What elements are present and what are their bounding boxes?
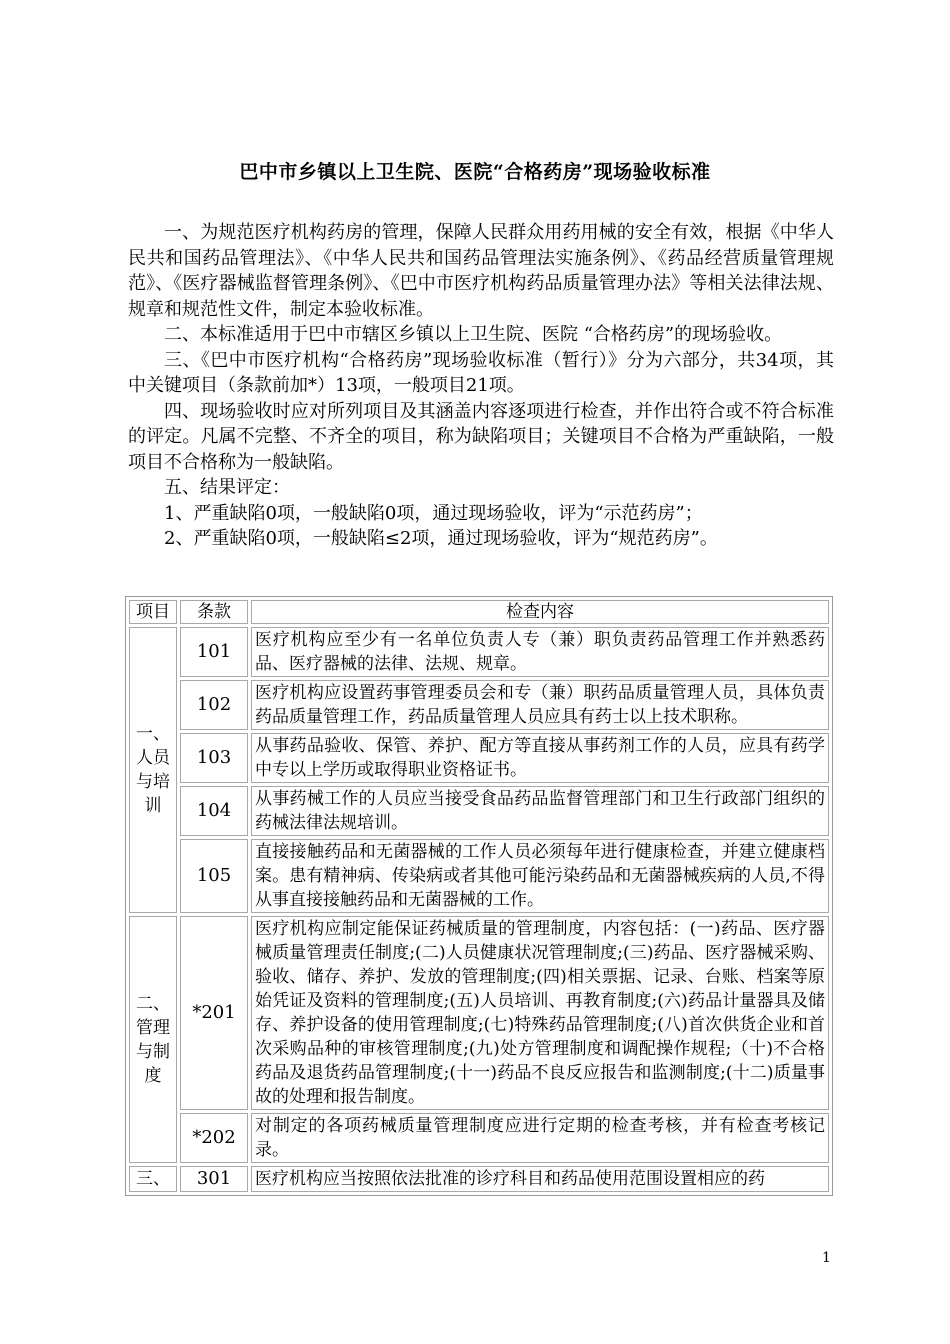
clause-code: 102 [180, 680, 248, 730]
clause-code: 104 [180, 786, 248, 836]
intro-paragraph-3: 三、《巴中市医疗机构“合格药房”现场验收标准（暂行）》分为六部分，共34项，其中关键项目（条款前加*）13项，一般项目21项。 [128, 349, 834, 396]
intro-paragraph-4: 四、现场验收时应对所列项目及其涵盖内容逐项进行检查，并作出符合或不符合标准的评定。凡属不完整、不齐全的项目，称为缺陷项目；关键项目不合格为严重缺陷，一般项目不合格称为一般缺陷。 [128, 400, 834, 473]
clause-code: *201 [180, 916, 248, 1110]
table-row [129, 1166, 829, 1192]
table-header-row [129, 600, 829, 624]
clause-content: 直接接触药品和无菌器械的工作人员必须每年进行健康检查，并建立健康档案。患有精神病、传染病或者其他可能污染药品和无菌器械疾病的人员,不得从事直接接触药品和无菌器械的工作。 [251, 839, 829, 913]
section-label-line: 人员 [136, 748, 170, 768]
intro-paragraph-1: 一、为规范医疗机构药房的管理，保障人民群众用药用械的安全有效，根据《中华人民共和国药品管理法》、《中华人民共和国药品管理法实施条例》、《药品经营质量管理规范》、《医疗器械监督管理条例》、《巴中市医疗机构药品质量管理办法》等相关法律法规、规章和规范性文件，制定本验收标准。 [128, 222, 834, 320]
header-content: 检查内容 [251, 600, 829, 624]
section-label-line: 三、 [136, 1169, 170, 1189]
clause-content: 医疗机构应至少有一名单位负责人专（兼）职负责药品管理工作并熟悉药品、医疗器械的法律、法规、规章。 [251, 627, 829, 677]
table-row [129, 733, 829, 783]
section-label-line: 度 [144, 1065, 162, 1086]
clause-code: 103 [180, 733, 248, 783]
section-label-line: 管理 [136, 1017, 170, 1038]
clause-code: 105 [180, 839, 248, 913]
section-label-three [129, 1166, 177, 1192]
intro-paragraph-2: 二、本标准适用于巴中市辖区乡镇以上卫生院、医院 “合格药房”的现场验收。 [164, 324, 783, 345]
table-row [129, 916, 829, 1110]
section-label-line: 与制 [136, 1041, 170, 1062]
clause-content: 对制定的各项药械质量管理制度应进行定期的检查考核，并有检查考核记录。 [251, 1113, 829, 1163]
clause-content: 从事药械工作的人员应当接受食品药品监督管理部门和卫生行政部门组织的药械法律法规培训。 [251, 786, 829, 836]
intro-paragraph-7: 2、严重缺陷0项，一般缺陷≤2项，通过现场验收，评为“规范药房”。 [164, 528, 718, 549]
table-row [129, 680, 829, 730]
section-label-line: 训 [144, 796, 162, 816]
clause-content: 医疗机构应当按照依法批准的诊疗科目和药品使用范围设置相应的药 [251, 1166, 829, 1192]
section-label-personnel [129, 627, 177, 913]
section-label-line: 与培 [136, 772, 170, 792]
table-row [129, 627, 829, 677]
table-row [129, 786, 829, 836]
clause-content: 医疗机构应制定能保证药械质量的管理制度，内容包括：(一)药品、医疗器械质量管理责任制度;(二)人员健康状况管理制度;(三)药品、医疗器械采购、验收、储存、养护、发放的管理制度;(四)相关票据、记录、台账、档案等原始凭证及资料的管理制度;(五)人员培训、再教育制度;(六)药品计量器具及储存、养护设备的使用管理制度;(七)特殊药品管理制度;(八)首次供货企业和首次采购品种的审核管理制度;(九)处方管理制度和调配操作规程;（十)不合格药品及退货药品管理制度;(十一)药品不良反应报告和监测制度;(十二)质量事故的处理和报告制度。 [251, 916, 829, 1110]
clause-code: 101 [180, 627, 248, 677]
table-row [129, 839, 829, 913]
table-row [129, 1113, 829, 1163]
header-clause: 条款 [180, 600, 248, 624]
header-project: 项目 [129, 600, 177, 624]
clause-code: *202 [180, 1113, 248, 1163]
intro-section [128, 220, 834, 552]
section-label-line: 一、 [136, 724, 170, 744]
clause-content: 医疗机构应设置药事管理委员会和专（兼）职药品质量管理人员，具体负责药品质量管理工作，药品质量管理人员应具有药士以上技术职称。 [251, 680, 829, 730]
clause-code: 301 [180, 1166, 248, 1192]
section-label-line: 二、 [136, 993, 170, 1014]
intro-paragraph-6: 1、严重缺陷0项，一般缺陷0项，通过现场验收，评为“示范药房”； [164, 502, 703, 524]
intro-paragraph-5: 五、结果评定： [164, 477, 290, 498]
section-label-management [129, 916, 177, 1163]
document-title: 巴中市乡镇以上卫生院、医院“合格药房”现场验收标准 [239, 161, 711, 183]
standards-table [125, 596, 833, 1196]
page-number: 1 [822, 1250, 831, 1266]
clause-content: 从事药品验收、保管、养护、配方等直接从事药剂工作的人员，应具有药学中专以上学历或取得职业资格证书。 [251, 733, 829, 783]
